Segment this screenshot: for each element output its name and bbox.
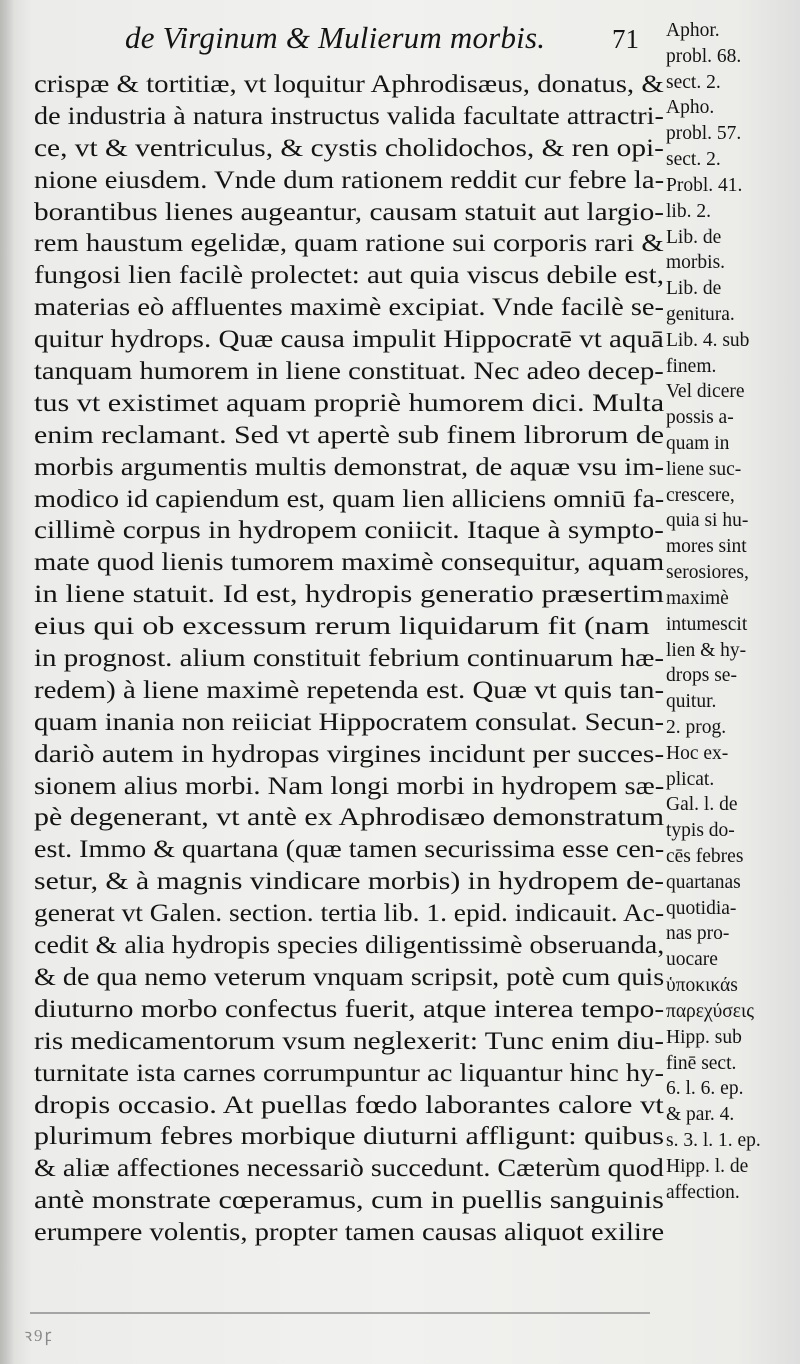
text-line: est. Immo & quartana (quæ tamen securissima esse cen- xyxy=(34,834,665,864)
margin-note-line: s. 3. l. 1. ep. xyxy=(666,1129,761,1151)
margin-note-line: uocare xyxy=(666,949,718,971)
margin-note-line: Lib. 4. sub xyxy=(666,329,750,351)
main-text-column xyxy=(34,68,664,1248)
text-line: setur, & à magnis vindicare morbis) in hydropem de- xyxy=(34,866,665,896)
margin-note-line: cēs febres xyxy=(666,846,744,867)
margin-note-line: Aphor. xyxy=(666,20,720,41)
margin-note-line: plicat. xyxy=(666,768,715,790)
margin-note-line: παρεχύσεις xyxy=(666,1000,754,1022)
margin-note-line: intumescit xyxy=(666,613,748,635)
page-number: 71 xyxy=(612,24,639,54)
margin-note-line: 6. l. 6. ep. xyxy=(666,1078,744,1100)
margin-note-line: 2. prog. xyxy=(666,716,727,738)
text-line: diuturno morbo confectus fuerit, atque interea tempo- xyxy=(34,993,665,1023)
margin-note-line: Hipp. sub xyxy=(666,1026,742,1048)
margin-note-line: quitur. xyxy=(666,691,717,713)
text-line: antè monstrate cœperamus, cum in puellis sanguinis xyxy=(34,1185,664,1215)
margin-note-line: ὑποκικάs xyxy=(666,975,738,997)
bottom-rule xyxy=(30,1312,650,1314)
margin-note-line: quartanas xyxy=(666,871,741,893)
margin-note-line: liene suc- xyxy=(666,458,742,480)
margin-note-line: & par. 4. xyxy=(666,1104,735,1126)
margin-note-line: sect. 2. xyxy=(666,149,721,171)
text-line: redem) à liene maximè repetenda est. Quæ vt quis tan- xyxy=(34,674,665,704)
margin-note-line: quotidia- xyxy=(666,897,737,919)
text-line: nione eiusdem. Vnde dum rationem reddit cur febre la- xyxy=(34,164,665,194)
text-line: pè degenerant, vt antè ex Aphrodisæo demonstratum xyxy=(34,802,665,832)
margin-note-line: crescere, xyxy=(666,484,735,506)
text-line: enim reclamant. Sed vt apertè sub finem librorum de xyxy=(34,419,665,449)
text-line: ris medicamentorum vsum neglexerit: Tunc enim diu- xyxy=(34,1025,664,1055)
text-line: ce, vt & ventriculus, & cystis cholidochos, & ren opi- xyxy=(34,132,664,162)
margin-note-line: lien & hy- xyxy=(666,639,747,661)
text-line: & aliæ affectiones necessariò succedunt. Cæterùm quod xyxy=(34,1153,664,1183)
margin-notes-column xyxy=(666,18,796,1205)
text-line: turnitate ista carnes corrumpuntur ac liquantur hinc hy- xyxy=(34,1057,664,1087)
running-head-title: de Virginum & Mulierum morbis. xyxy=(125,20,546,55)
margin-note-line: genitura. xyxy=(666,303,735,325)
signature-mark: ꝛ9ꝼ xyxy=(24,1326,54,1345)
text-line: morbis argumentis multis demonstrat, de aquæ vsu im- xyxy=(34,451,665,481)
text-line: modico id capiendum est, quam lien alliciens omniū fa- xyxy=(34,483,665,513)
text-line: & de qua nemo veterum vnquam scripsit, potè cum quis xyxy=(34,961,665,991)
text-line: dariò autem in hydropas virgines incidunt per succes- xyxy=(34,738,665,768)
margin-note-line: mores sint xyxy=(666,536,747,558)
margin-note-line: finē sect. xyxy=(666,1052,737,1074)
text-line: quam inania non reiiciat Hippocratem consulat. Secun- xyxy=(34,706,665,736)
margin-note-line: Lib. de xyxy=(666,278,722,300)
margin-note-line: probl. 57. xyxy=(666,123,742,145)
text-line: tus vt existimet aquam propriè humorem dici. Multa xyxy=(34,387,665,417)
text-line: rem haustum egelidæ, quam ratione sui corporis rari & xyxy=(34,228,664,258)
text-line: eius qui ob excessum rerum liquidarum fit (nam xyxy=(34,611,650,641)
margin-note-line: Hipp. l. de xyxy=(666,1155,749,1177)
margin-note-line: affection. xyxy=(666,1181,740,1203)
margin-note-line: probl. 68. xyxy=(666,45,742,67)
text-line: mate quod lienis tumorem maximè consequitur, aquam xyxy=(34,547,665,577)
text-line: erumpere volentis, propter tamen causas aliquot exilire xyxy=(34,1217,665,1247)
margin-note-line: Probl. 41. xyxy=(666,174,743,196)
margin-note-line: Lib. de xyxy=(666,226,722,248)
text-line: generat vt Galen. section. tertia lib. 1. epid. indicauit. Ac- xyxy=(34,898,665,928)
text-line: cedit & alia hydropis species diligentissimè obseruanda, xyxy=(34,930,665,960)
text-line: materias eò affluentes maximè excipiat. Vnde facilè se- xyxy=(34,292,664,322)
text-line: plurimum febres morbique diuturni affligunt: quibus xyxy=(34,1121,665,1151)
margin-note-line: Vel dicere xyxy=(666,381,745,403)
text-line: in liene statuit. Id est, hydropis generatio præsertim xyxy=(34,579,664,609)
text-line: quitur hydrops. Quæ causa impulit Hippocratē vt aquā xyxy=(34,324,664,354)
margin-note-line: typis do- xyxy=(666,820,735,842)
text-line: de industria à natura instructus valida facultate attractri- xyxy=(34,100,664,130)
margin-note-line: quia si hu- xyxy=(666,510,749,532)
margin-note-line: serosiores, xyxy=(666,562,749,584)
text-line: cillimè corpus in hydropem coniicit. Itaque à sympto- xyxy=(34,515,664,545)
margin-note-line: Gal. l. de xyxy=(666,794,738,816)
margin-note-line: maximè xyxy=(666,587,729,609)
margin-note-line: morbis. xyxy=(666,252,726,274)
margin-note-line: quam in xyxy=(666,433,730,454)
gutter-shadow xyxy=(0,0,14,1364)
text-line: fungosi lien facilè prolectet: aut quia viscus debile est, xyxy=(34,260,664,290)
margin-note-line: Hoc ex- xyxy=(666,742,729,764)
margin-note-line: lib. 2. xyxy=(666,200,711,222)
text-line: tanquam humorem in liene constituat. Nec adeo decep- xyxy=(34,356,664,386)
margin-note-line: possis a- xyxy=(666,407,734,429)
text-line: dropis occasio. At puellas fœdo laborantes calore vt xyxy=(34,1089,664,1119)
text-line: in prognost. alium constituit febrium continuarum hæ- xyxy=(34,643,665,673)
margin-note-line: Apho. xyxy=(666,97,715,119)
margin-note-line: sect. 2. xyxy=(666,71,721,93)
text-line: borantibus lienes augeantur, causam statuit aut largio- xyxy=(34,196,665,226)
margin-note-line: nas pro- xyxy=(666,923,730,945)
text-line: crispæ & tortitiæ, vt loquitur Aphrodisæus, donatus, & xyxy=(34,69,664,98)
text-line: sionem alius morbi. Nam longi morbi in hydropem sæ- xyxy=(34,770,665,800)
margin-note-line: finem. xyxy=(666,355,717,377)
margin-note-line: drops se- xyxy=(666,665,737,687)
